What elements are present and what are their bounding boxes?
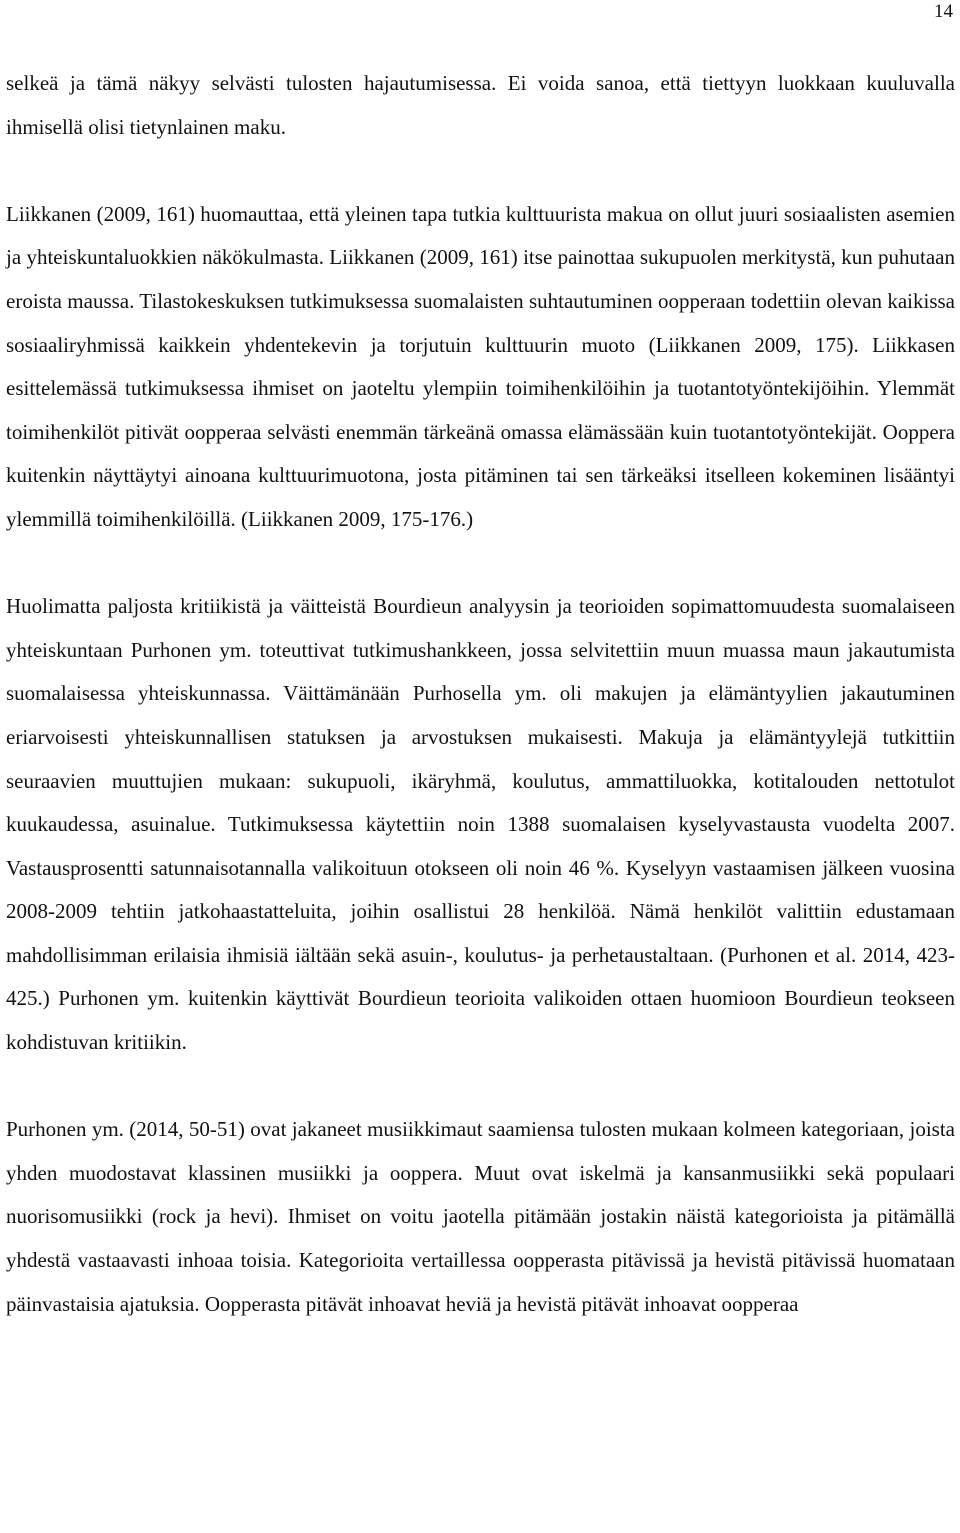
page-number: 14 bbox=[934, 1, 953, 22]
document-body bbox=[6, 62, 955, 1326]
paragraph-gap bbox=[6, 542, 955, 586]
paragraph-continuation: selkeä ja tämä näkyy selvästi tulosten hajautumisessa. Ei voida sanoa, että tiettyyn luokkaan kuuluvalla ihmisellä olisi tietynlainen maku. bbox=[6, 71, 955, 139]
paragraph-gap bbox=[6, 149, 955, 193]
paragraph-gap bbox=[6, 1065, 955, 1109]
paragraph-liikkanen: Liikkanen (2009, 161) huomauttaa, että yleinen tapa tutkia kulttuurista makua on ollut juuri sosiaalisten asemien ja yhteiskuntaluokkien näkökulmasta. Liikkanen (2009, 161) itse painottaa sukupuolen merkitystä, kun puhutaan eroista maussa. Tilastokeskuksen tutkimuksessa suomalaisten suhtautuminen oopperaan todettiin olevan kaikissa sosiaaliryhmissä kaikkein yhdentekevin ja torjutuin kulttuurin muoto (Liikkanen 2009, 175). Liikkasen esittelemässä tutkimuksessa ihmiset on jaoteltu ylempiin toimihenkilöihin ja tuotantotyöntekijöihin. Ylemmät toimihenkilöt pitivät oopperaa selvästi enemmän tärkeänä omassa elämässään kuin tuotantotyöntekijät. Ooppera kuitenkin näyttäytyi ainoana kulttuurimuotona, josta pitäminen tai sen tärkeäksi itselleen kokeminen lisääntyi ylemmillä toimihenkilöillä. (Liikkanen 2009, 175-176.) bbox=[6, 201, 955, 531]
paragraph-purhonen-study: Huolimatta paljosta kritiikistä ja väitteistä Bourdieun analyysin ja teorioiden sopimattomuudesta suomalaiseen yhteiskuntaan Purhonen ym. toteuttivat tutkimushankkeen, jossa selvitettiin muun muassa maun jakautumista suomalaisessa yhteiskunnassa. Väittämänään Purhosella ym. oli makujen ja elämäntyylien jakautuminen eriarvoisesti yhteiskunnallisen statuksen ja arvostuksen mukaisesti. Makuja ja elämäntyylejä tutkittiin seuraavien muuttujien mukaan: sukupuoli, ikäryhmä, koulutus, ammattiluokka, kotitalouden nettotulot kuukaudessa, asuinalue. Tutkimuksessa käytettiin noin 1388 suomalaisen kyselyvastausta vuodelta 2007. Vastausprosentti satunnaisotannalla valikoituun otokseen oli noin 46 %. Kyselyyn vastaamisen jälkeen vuosina 2008-2009 tehtiin jatkohaastatteluita, joihin osallistui 28 henkilöä. Nämä henkilöt valittiin edustamaan mahdollisimman erilaisia ihmisiä iältään sekä asuin-, koulutus- ja perhetaustaltaan. (Purhonen et al. 2014, 423-425.) Purhonen ym. kuitenkin käyttivät Bourdieun teorioita valikoiden ottaen huomioon Bourdieun teokseen kohdistuvan kritiikin. bbox=[6, 594, 955, 1055]
paragraph-music-categories: Purhonen ym. (2014, 50-51) ovat jakaneet musiikkimaut saamiensa tulosten mukaan kolmeen kategoriaan, joista yhden muodostavat klassinen musiikki ja ooppera. Muut ovat iskelmä ja kansanmusiikki sekä populaari nuorisomusiikki (rock ja hevi). Ihmiset on voitu jaotella pitämään jostakin näistä kategorioista ja pitämällä yhdestä vastaavasti inhoaa toisia. Kategorioita vertaillessa oopperasta pitävissä ja hevistä pitävissä huomataan päinvastaisia ajatuksia. Oopperasta pitävät inhoavat heviä ja hevistä pitävät inhoavat oopperaa bbox=[6, 1117, 955, 1316]
